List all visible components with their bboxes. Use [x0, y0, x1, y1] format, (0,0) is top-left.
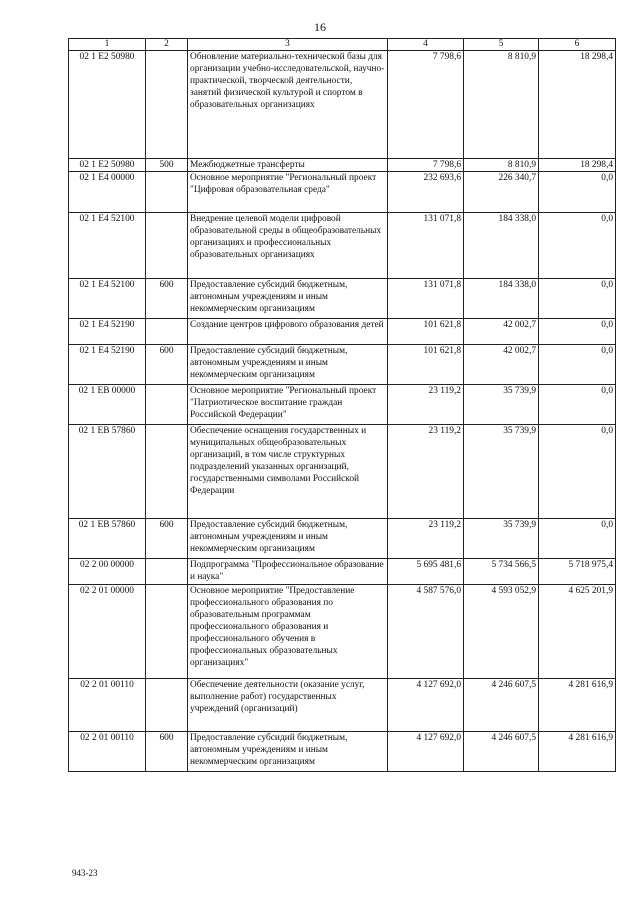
row-code: 02 2 00 00000	[69, 559, 146, 585]
column-header: 5	[464, 39, 539, 51]
row-value-2: 226 340,7	[464, 172, 539, 213]
row-value-2: 35 739,9	[464, 425, 539, 519]
row-value-2: 4 246 607,5	[464, 679, 539, 732]
row-value-1: 23 119,2	[388, 385, 464, 425]
row-expense-type: 600	[146, 732, 188, 772]
row-value-1: 4 587 576,0	[388, 585, 464, 679]
row-expense-type	[146, 172, 188, 213]
table-row	[69, 319, 616, 345]
row-expense-type: 600	[146, 279, 188, 319]
table-row	[69, 172, 616, 213]
row-value-2: 184 338,0	[464, 279, 539, 319]
row-name: Внедрение целевой модели цифровой образовательной среды в общеобразовательных организациях и профессиональных образовательных организациях	[188, 213, 388, 279]
column-header: 3	[188, 39, 388, 51]
row-name: Предоставление субсидий бюджетным, автономным учреждениям и иным некоммерческим организациям	[188, 732, 388, 772]
row-name: Межбюджетные трансферты	[188, 159, 388, 172]
row-value-1: 101 621,8	[388, 319, 464, 345]
row-value-1: 131 071,8	[388, 213, 464, 279]
row-name: Обеспечение деятельности (оказание услуг, выполнение работ) государственных учреждений (организаций)	[188, 679, 388, 732]
row-value-1: 101 621,8	[388, 345, 464, 385]
column-header: 4	[388, 39, 464, 51]
row-value-2: 4 593 052,9	[464, 585, 539, 679]
row-code: 02 1 E2 50980	[69, 159, 146, 172]
row-value-3: 4 281 616,9	[539, 732, 616, 772]
row-name: Основное мероприятие "Региональный проект "Патриотическое воспитание граждан Российской Федерации"	[188, 385, 388, 425]
row-value-2: 8 810,9	[464, 51, 539, 159]
row-value-3: 18 298,4	[539, 51, 616, 159]
row-expense-type: 600	[146, 519, 188, 559]
table-row	[69, 159, 616, 172]
table-header-row	[69, 39, 616, 51]
row-value-1: 7 798,6	[388, 159, 464, 172]
document-code: 943-23	[72, 868, 98, 878]
row-value-3: 0,0	[539, 279, 616, 319]
row-expense-type	[146, 213, 188, 279]
row-value-3: 0,0	[539, 319, 616, 345]
row-value-2: 42 002,7	[464, 345, 539, 385]
row-expense-type: 500	[146, 159, 188, 172]
table-row	[69, 559, 616, 585]
page-number: 16	[314, 20, 326, 34]
table-row	[69, 51, 616, 159]
row-value-2: 184 338,0	[464, 213, 539, 279]
row-value-3: 5 718 975,4	[539, 559, 616, 585]
row-value-1: 4 127 692,0	[388, 732, 464, 772]
row-code: 02 1 EB 57860	[69, 519, 146, 559]
row-expense-type	[146, 679, 188, 732]
row-value-1: 4 127 692,0	[388, 679, 464, 732]
row-value-2: 5 734 566,5	[464, 559, 539, 585]
row-value-3: 0,0	[539, 385, 616, 425]
table-row	[69, 425, 616, 519]
table-row	[69, 679, 616, 732]
row-code: 02 2 01 00110	[69, 732, 146, 772]
row-value-3: 18 298,4	[539, 159, 616, 172]
row-value-2: 35 739,9	[464, 385, 539, 425]
row-value-3: 0,0	[539, 213, 616, 279]
row-name: Основное мероприятие "Региональный проект "Цифровая образовательная среда"	[188, 172, 388, 213]
table-row	[69, 279, 616, 319]
row-name: Предоставление субсидий бюджетным, автономным учреждениям и иным некоммерческим организациям	[188, 345, 388, 385]
row-code: 02 1 E4 00000	[69, 172, 146, 213]
table-row	[69, 732, 616, 772]
budget-table	[68, 38, 616, 772]
row-value-3: 0,0	[539, 519, 616, 559]
row-expense-type	[146, 585, 188, 679]
row-name: Предоставление субсидий бюджетным, автономным учреждениям и иным некоммерческим организациям	[188, 279, 388, 319]
row-expense-type	[146, 425, 188, 519]
row-name: Создание центров цифрового образования детей	[188, 319, 388, 345]
row-name: Обновление материально-технической базы для организации учебно-исследовательской, научно-практической, творческой деятельности, занятий физической культурой и спортом в образовательных организациях	[188, 51, 388, 159]
row-expense-type	[146, 559, 188, 585]
row-value-1: 5 695 481,6	[388, 559, 464, 585]
row-value-3: 0,0	[539, 172, 616, 213]
row-code: 02 1 EB 00000	[69, 385, 146, 425]
table-row	[69, 519, 616, 559]
row-code: 02 2 01 00000	[69, 585, 146, 679]
column-header: 6	[539, 39, 616, 51]
row-value-2: 8 810,9	[464, 159, 539, 172]
row-name: Основное мероприятие "Предоставление профессионального образования по образовательным программам профессионального образования и профессионального обучения в профессиональных образовательных организациях"	[188, 585, 388, 679]
row-value-1: 7 798,6	[388, 51, 464, 159]
row-value-2: 42 002,7	[464, 319, 539, 345]
row-value-3: 0,0	[539, 345, 616, 385]
row-value-1: 23 119,2	[388, 425, 464, 519]
row-code: 02 1 E4 52100	[69, 279, 146, 319]
table-row	[69, 385, 616, 425]
row-name: Предоставление субсидий бюджетным, автономным учреждениям и иным некоммерческим организациям	[188, 519, 388, 559]
row-code: 02 1 E2 50980	[69, 51, 146, 159]
row-code: 02 1 E4 52190	[69, 345, 146, 385]
column-header: 1	[69, 39, 146, 51]
row-code: 02 2 01 00110	[69, 679, 146, 732]
table-row	[69, 345, 616, 385]
row-value-2: 4 246 607,5	[464, 732, 539, 772]
row-code: 02 1 E4 52190	[69, 319, 146, 345]
row-value-1: 232 693,6	[388, 172, 464, 213]
column-header: 2	[146, 39, 188, 51]
row-expense-type	[146, 385, 188, 425]
row-value-1: 23 119,2	[388, 519, 464, 559]
row-expense-type	[146, 51, 188, 159]
row-value-1: 131 071,8	[388, 279, 464, 319]
row-expense-type: 600	[146, 345, 188, 385]
row-code: 02 1 EB 57860	[69, 425, 146, 519]
row-value-3: 0,0	[539, 425, 616, 519]
row-name: Подпрограмма "Профессиональное образование и наука"	[188, 559, 388, 585]
row-expense-type	[146, 319, 188, 345]
row-value-3: 4 625 201,9	[539, 585, 616, 679]
table-row	[69, 585, 616, 679]
row-value-2: 35 739,9	[464, 519, 539, 559]
table-row	[69, 213, 616, 279]
row-code: 02 1 E4 52100	[69, 213, 146, 279]
row-name: Обеспечение оснащения государственных и муниципальных общеобразовательных организаций, в том числе структурных подразделений указанных организаций, государственными символами Российской Федерации	[188, 425, 388, 519]
row-value-3: 4 281 616,9	[539, 679, 616, 732]
